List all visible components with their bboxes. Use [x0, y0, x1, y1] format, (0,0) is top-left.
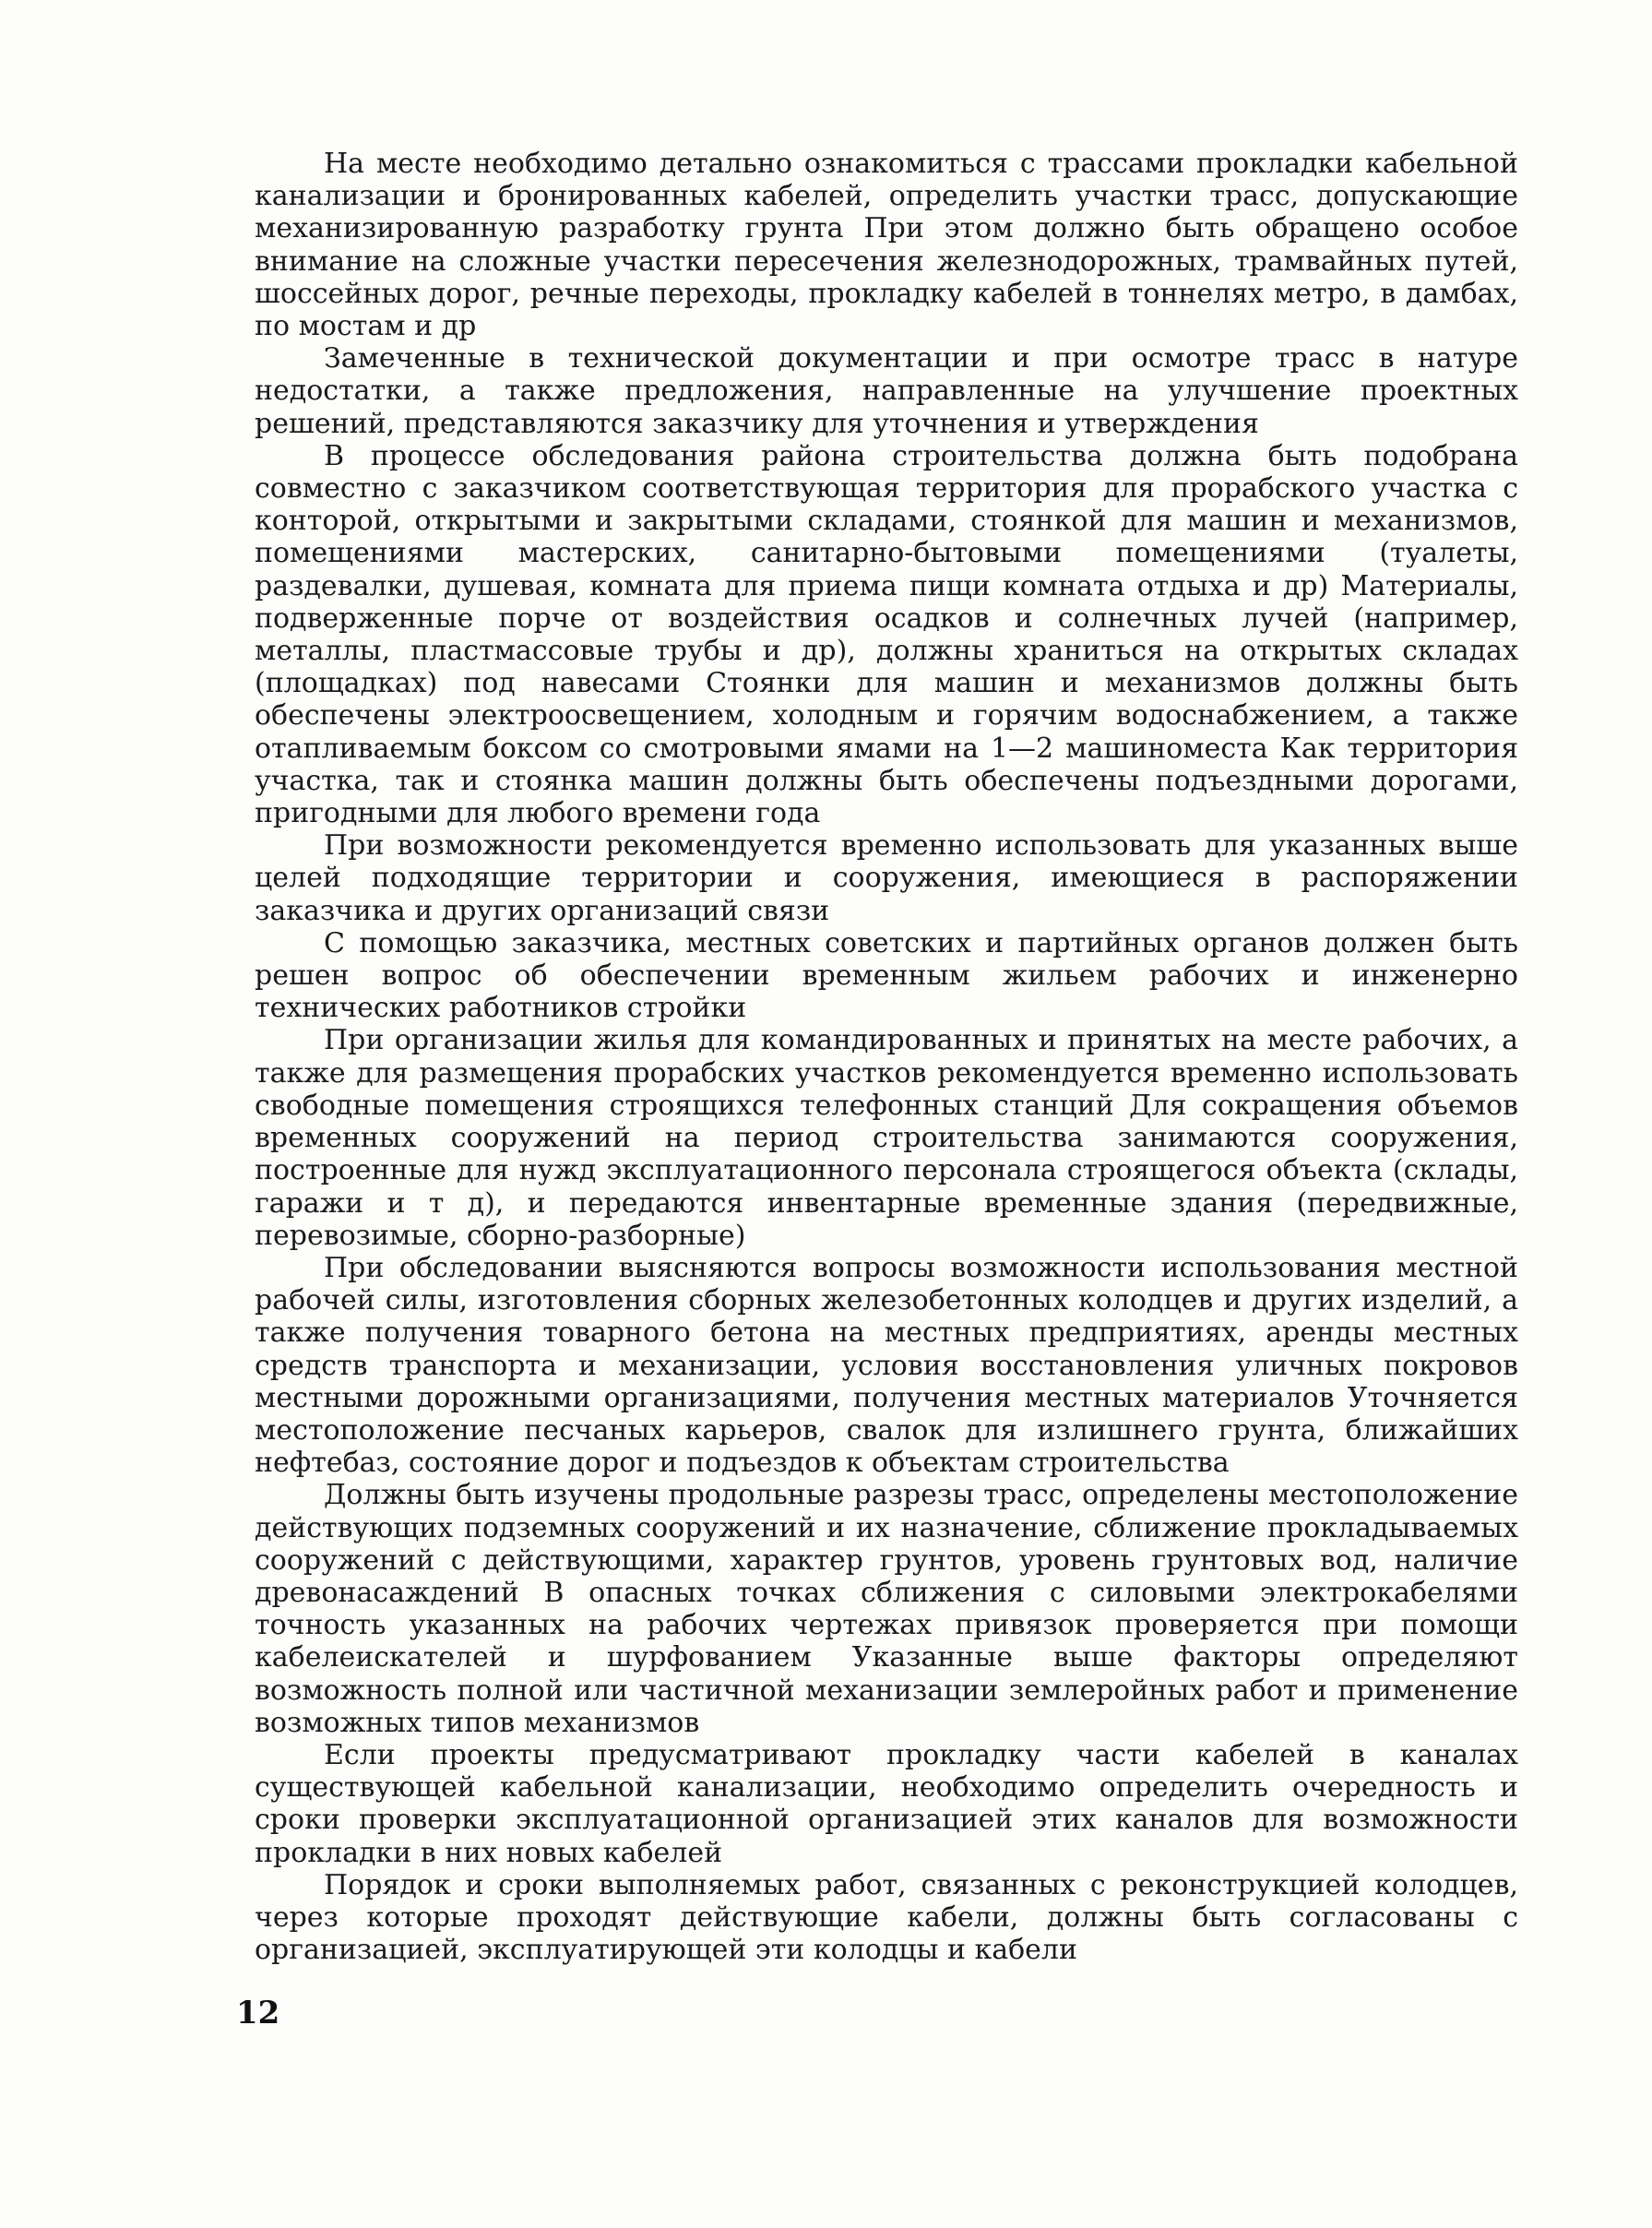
- paragraph-10: Порядок и сроки выполняемых работ, связанных с реконструкцией колодцев, через которые проходят действующие кабели, должны быть согласованы с организацией, эксплуатирующей эти колодцы и кабели: [255, 1868, 1518, 1967]
- paragraph-3: В процессе обследования района строительства должна быть подобрана совместно с заказчиком соответствующая территория для прорабского участка с конторой, открытыми и закрытыми складами, стоянкой для машин и механизмов, помещениями мастерских, санитарно-бытовыми помещениями (туалеты, раздевалки, душевая, комната для приема пищи комната отдыха и др) Материалы, подверженные порче от воздействия осадков и солнечных лучей (например, металлы, пластмассовые трубы и др), должны храниться на открытых складах (площадках) под навесами Стоянки для машин и механизмов должны быть обеспечены электроосвещением, холодным и горячим водоснабжением, а также отапливаемым боксом со смотровыми ямами на 1—2 машиноместа Как территория участка, так и стоянка машин должны быть обеспечены подъездными дорогами, пригодными для любого времени года: [255, 439, 1518, 830]
- paragraph-4: При возможности рекомендуется временно использовать для указанных выше целей подходящие территории и сооружения, имеющиеся в распоряжении заказчика и других организаций связи: [255, 829, 1518, 927]
- paragraph-2: Замеченные в технической документации и при осмотре трасс в натуре недостатки, а также предложения, направленные на улучшение проектных решений, представляются заказчику для уточнения и утверждения: [255, 342, 1518, 440]
- paragraph-1: На месте необходимо детально ознакомиться с трассами прокладки кабельной канализации и бронированных кабелей, определить участки трасс, допускающие механизированную разработку грунта При этом должно быть обращено особое внимание на сложные участки пересечения железнодорожных, трамвайных путей, шоссейных дорог, речные переходы, прокладку кабелей в тоннелях метро, в дамбах, по мостам и др: [255, 148, 1518, 343]
- paragraph-9: Если проекты предусматривают прокладку части кабелей в каналах существующей кабельной канализации, необходимо определить очередность и сроки проверки эксплуатационной организацией этих каналов для возможности прокладки в них новых кабелей: [255, 1738, 1518, 1869]
- paragraph-5: С помощью заказчика, местных советских и партийных органов должен быть решен вопрос об обеспечении временным жильем рабочих и инженерно технических работников стройки: [255, 926, 1518, 1025]
- page-number: 12: [236, 1995, 280, 2031]
- body-text: [255, 148, 1518, 1966]
- paragraph-8: Должны быть изучены продольные разрезы трасс, определены местоположение действующих подземных сооружений и их назначение, сближение прокладываемых сооружений с действующими, характер грунтов, уровень грунтовых вод, наличие древонасаждений В опасных точках сближения с силовыми электрокабелями точность указанных на рабочих чертежах привязок проверяется при помощи кабелеискателей и шурфованием Указанные выше факторы определяют возможность полной или частичной механизации землеройных работ и применение возможных типов механизмов: [255, 1479, 1518, 1739]
- paragraph-7: При обследовании выясняются вопросы возможности использования местной рабочей силы, изготовления сборных железобетонных колодцев и других изделий, а также получения товарного бетона на местных предприятиях, аренды местных средств транспорта и механизации, условия восстановления уличных покровов местными дорожными организациями, получения местных материалов Уточняется местоположение песчаных карьеров, свалок для излишнего грунта, ближайших нефтебаз, состояние дорог и подъездов к объектам строительства: [255, 1251, 1518, 1480]
- paragraph-6: При организации жилья для командированных и принятых на месте рабочих, а также для размещения прорабских участков рекомендуется временно использовать свободные помещения строящихся телефонных станций Для сокращения объемов временных сооружений на период строительства занимаются сооружения, построенные для нужд эксплуатационного персонала строящегося объекта (склады, гаражи и т д), и передаются инвентарные временные здания (передвижные, перевозимые, сборно-разборные): [255, 1024, 1518, 1252]
